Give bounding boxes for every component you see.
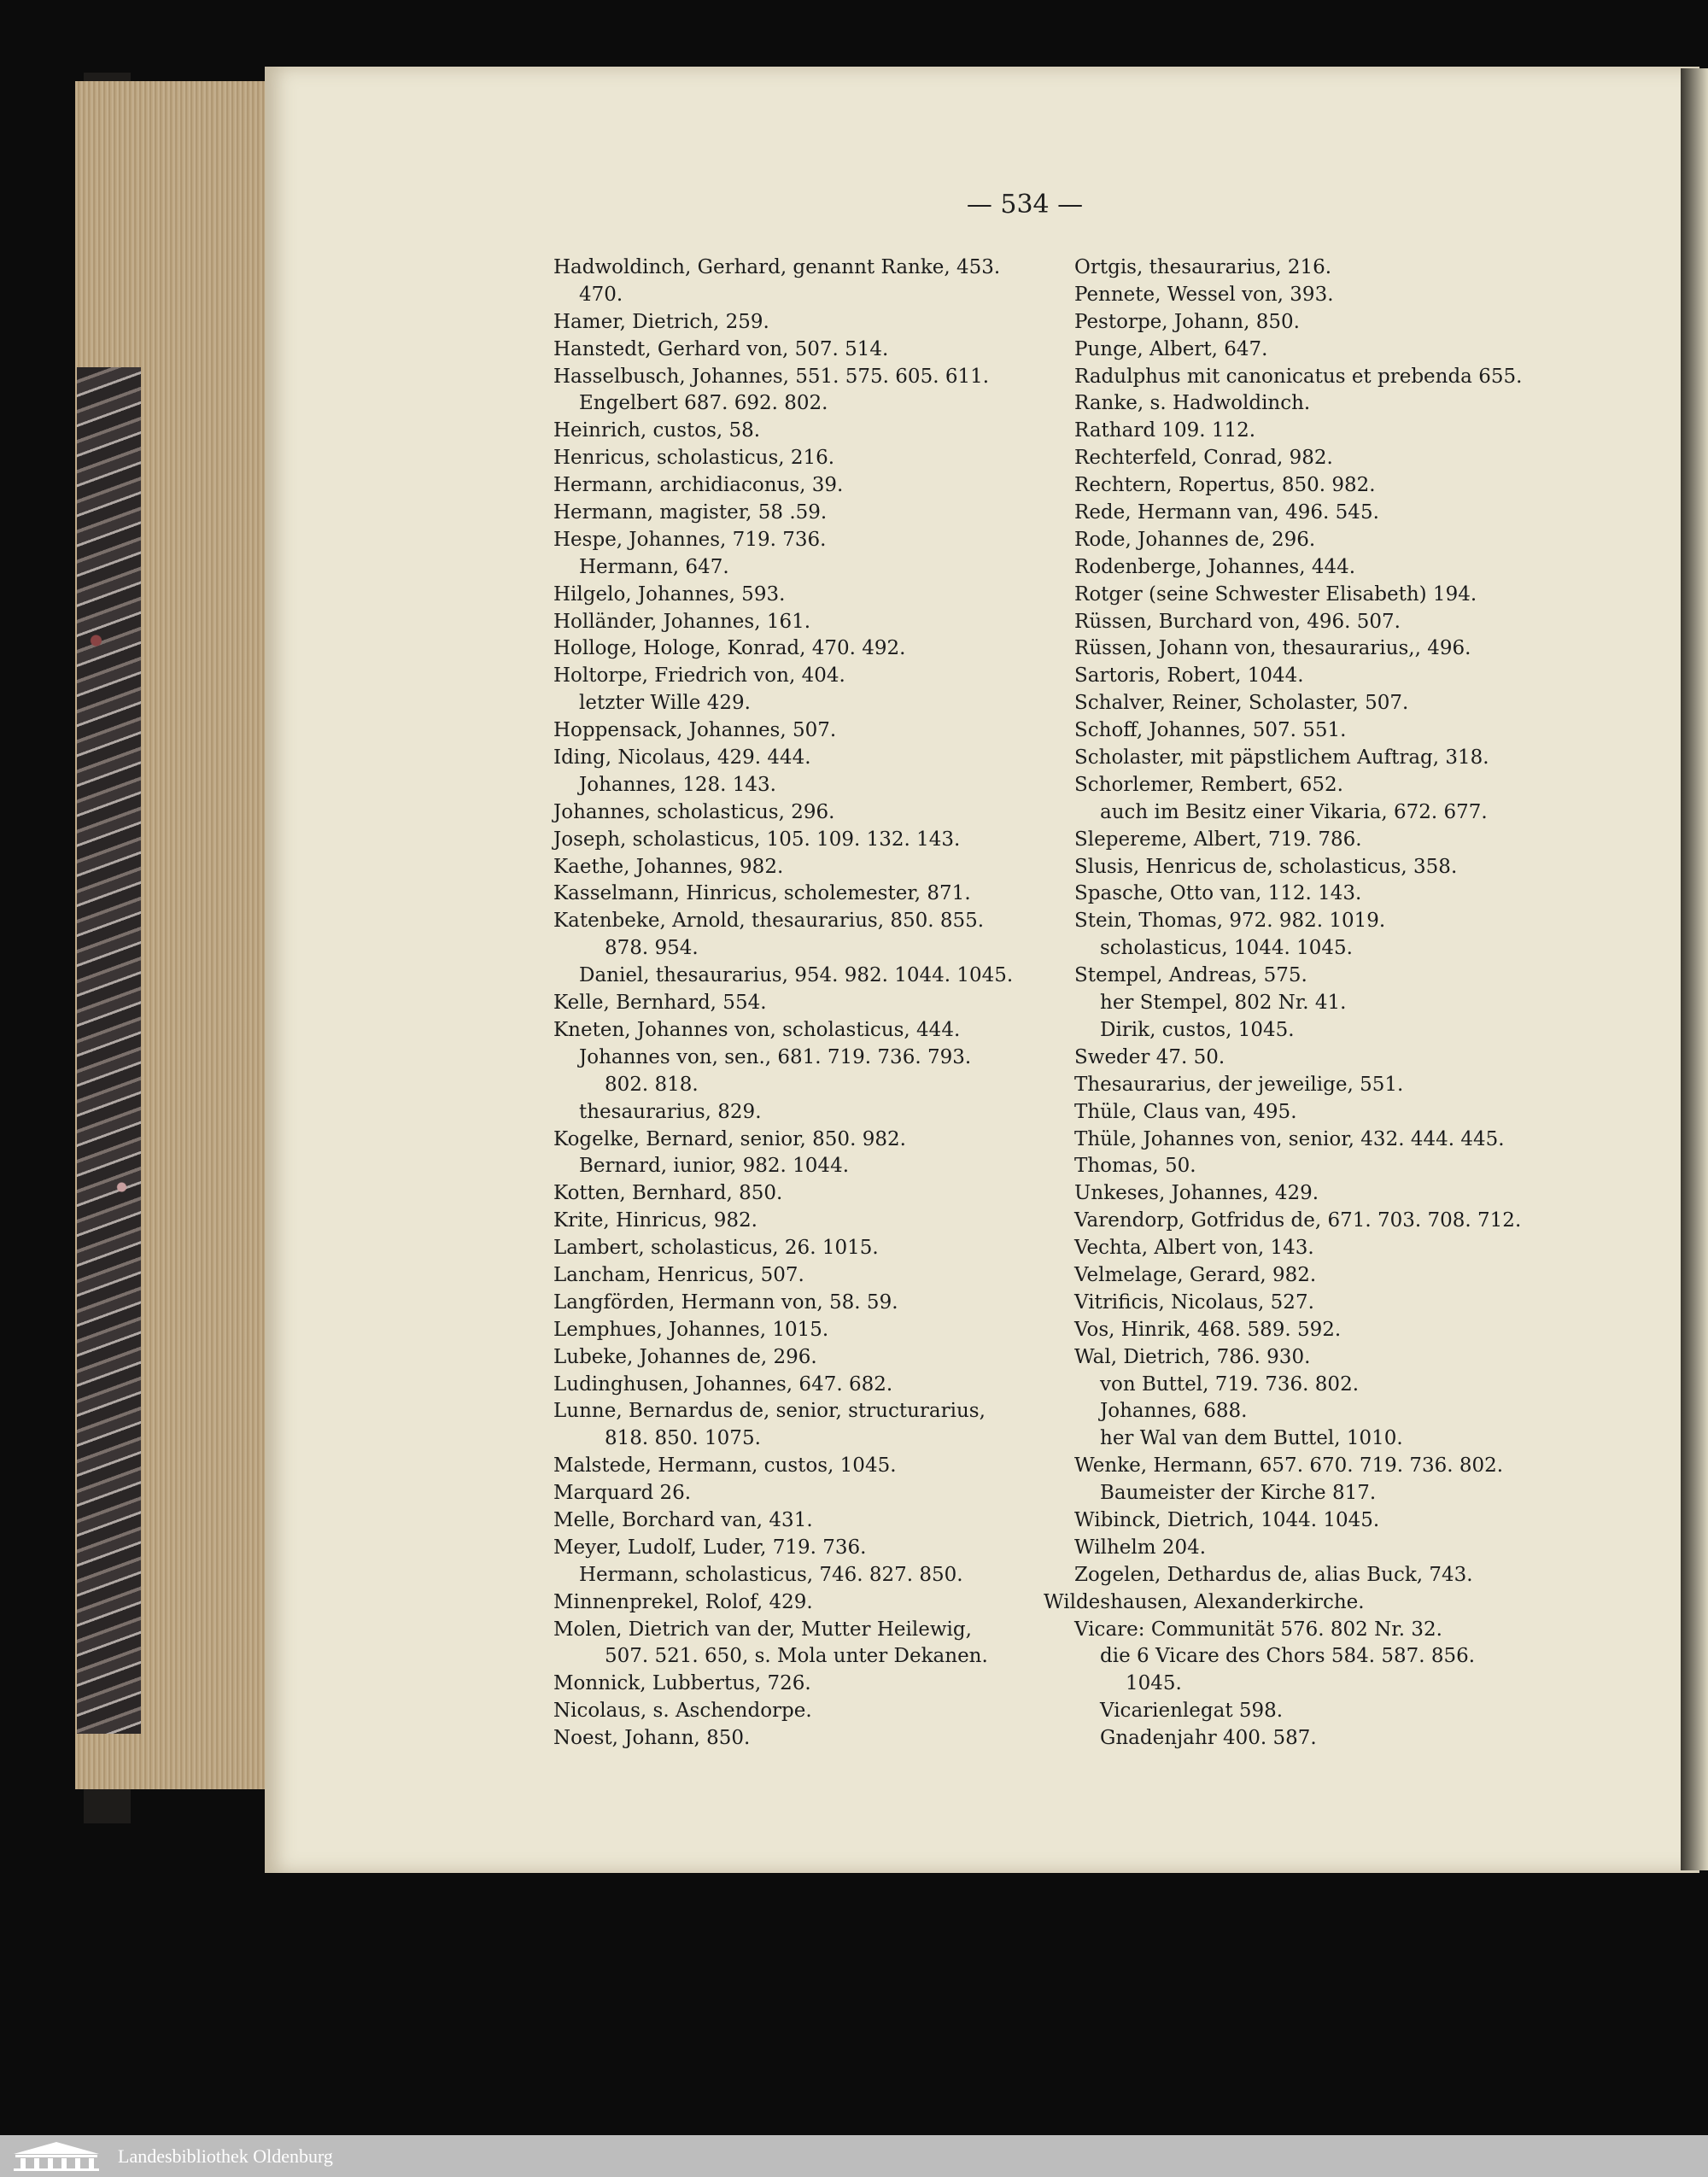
index-entry: Johannes, 688. [1100,1400,1248,1423]
index-column-left [553,255,1015,1753]
index-entry: Vechta, Albert von, 143. [1074,1237,1314,1260]
index-entry: 878. 954. [605,937,699,960]
index-entry: Thesaurarius, der jeweilige, 551. [1074,1073,1404,1096]
index-entry: Hilgelo, Johannes, 593. [553,582,786,606]
index-entry: Varendorp, Gotfridus de, 671. 703. 708. 712. [1074,1209,1522,1232]
index-entry: Minnenprekel, Rolof, 429. [553,1590,813,1613]
index-entry: Lancham, Henricus, 507. [553,1263,804,1286]
index-entry: Baumeister der Kirche 817. [1100,1482,1377,1505]
index-entry: Lambert, scholasticus, 26. 1015. [553,1237,879,1260]
index-column-right [1044,255,1535,1753]
index-entry: Wenke, Hermann, 657. 670. 719. 736. 802. [1074,1454,1504,1478]
footer-bar [0,2135,1708,2177]
index-entry: Wildeshausen, Alexanderkirche. [1044,1590,1365,1613]
index-entry: Johannes, 128. 143. [579,773,776,796]
index-entry: Slepereme, Albert, 719. 786. [1074,828,1362,851]
index-entry: Rotger (seine Schwester Elisabeth) 194. [1074,582,1477,606]
index-entry: Melle, Borchard van, 431. [553,1508,813,1531]
index-entry: Hespe, Johannes, 719. 736. [553,528,827,551]
index-entry: Ortgis, thesaurarius, 216. [1074,256,1332,278]
index-entry: Hadwoldinch, Gerhard, genannt Ranke, 453. [553,256,1001,278]
index-entry: Holländer, Johannes, 161. [553,610,811,633]
index-entry: Kogelke, Bernard, senior, 850. 982. [553,1127,906,1150]
index-entry: Hasselbusch, Johannes, 551. 575. 605. 611. [553,365,990,388]
index-entry: Vitrificis, Nicolaus, 527. [1074,1290,1314,1314]
index-entry: Sweder 47. 50. [1074,1045,1225,1068]
index-entry: Wilhelm 204. [1074,1536,1207,1559]
index-entry: Rode, Johannes de, 296. [1074,528,1316,551]
index-entry: Kneten, Johannes von, scholasticus, 444. [553,1018,961,1041]
index-entry: die 6 Vicare des Chors 584. 587. 856. [1100,1645,1476,1668]
index-entry: Thüle, Johannes von, senior, 432. 444. 445. [1074,1127,1505,1150]
index-entry: Rüssen, Burchard von, 496. 507. [1074,610,1401,633]
index-entry: Wal, Dietrich, 786. 930. [1074,1345,1311,1368]
facing-page-edge [1681,68,1708,1870]
index-entry: Unkeses, Johannes, 429. [1074,1182,1319,1205]
index-entry: Sartoris, Robert, 1044. [1074,664,1304,688]
index-entry: Hamer, Dietrich, 259. [553,310,769,333]
index-entry: Schalver, Reiner, Scholaster, 507. [1074,692,1409,715]
index-entry: Zogelen, Dethardus de, alias Buck, 743. [1074,1563,1473,1586]
index-entry: Kotten, Bernhard, 850. [553,1182,783,1205]
index-entry: Hermann, 647. [579,555,729,578]
index-entry: Wibinck, Dietrich, 1044. 1045. [1074,1508,1380,1531]
index-entry: Ludinghusen, Johannes, 647. 682. [553,1372,893,1396]
marbled-endpaper [77,367,141,1734]
index-entry: thesaurarius, 829. [579,1100,762,1123]
index-entry: Stein, Thomas, 972. 982. 1019. [1074,910,1386,933]
index-entry: Stempel, Andreas, 575. [1074,964,1307,987]
index-entry: scholasticus, 1044. 1045. [1100,937,1353,960]
index-entry: 818. 850. 1075. [605,1427,761,1450]
index-entry: Vicare: Communität 576. 802 Nr. 32. [1074,1618,1442,1641]
index-entry: Daniel, thesaurarius, 954. 982. 1044. 1045. [579,964,1014,987]
index-entry: 470. [579,283,623,306]
index-entry: 1045. [1126,1672,1182,1695]
index-entry: Bernard, iunior, 982. 1044. [579,1155,850,1178]
index-entry: Pennete, Wessel von, 393. [1074,283,1334,306]
index-entry: Kasselmann, Hinricus, scholemester, 871. [553,882,971,905]
index-entry: Krite, Hinricus, 982. [553,1209,757,1232]
index-entry: her Stempel, 802 Nr. 41. [1100,992,1347,1015]
index-entry: Hermann, archidiaconus, 39. [553,474,844,497]
index-entry: Katenbeke, Arnold, thesaurarius, 850. 855. [553,910,985,933]
index-entry: Noest, Johann, 850. [553,1727,751,1750]
index-entry: Holtorpe, Friedrich von, 404. [553,664,845,688]
index-entry: Johannes, scholasticus, 296. [553,800,835,823]
index-entry: 802. 818. [605,1073,699,1096]
index-entry: Marquard 26. [553,1482,692,1505]
index-entry: Rechterfeld, Conrad, 982. [1074,447,1333,470]
index-entry: Velmelage, Gerard, 982. [1074,1263,1317,1286]
index-entry: Johannes von, sen., 681. 719. 736. 793. [579,1045,972,1068]
index-entry: Heinrich, custos, 58. [553,419,761,442]
index-entry: Kaethe, Johannes, 982. [553,855,784,878]
index-entry: Rüssen, Johann von, thesaurarius,, 496. [1074,637,1471,660]
index-entry: Hermann, scholasticus, 746. 827. 850. [579,1563,963,1586]
page-number: — 534 — [966,190,1084,219]
index-entry: Scholaster, mit päpstlichem Auftrag, 318. [1074,746,1489,770]
index-entry: Kelle, Bernhard, 554. [553,992,767,1015]
index-entry: Malstede, Hermann, custos, 1045. [553,1454,897,1478]
index-entry: von Buttel, 719. 736. 802. [1100,1372,1360,1396]
index-entry: Meyer, Ludolf, Luder, 719. 736. [553,1536,867,1559]
index-entry: Schoff, Johannes, 507. 551. [1074,719,1347,742]
index-entry: Monnick, Lubbertus, 726. [553,1672,811,1695]
index-entry: letzter Wille 429. [579,692,751,715]
index-entry: Schorlemer, Rembert, 652. [1074,773,1343,796]
index-entry: Lubeke, Johannes de, 296. [553,1345,817,1368]
index-entry: Henricus, scholasticus, 216. [553,447,835,470]
library-building-icon [9,2140,104,2173]
index-entry: Lemphues, Johannes, 1015. [553,1318,829,1341]
index-entry: Holloge, Hologe, Konrad, 470. 492. [553,637,906,660]
index-entry: Rathard 109. 112. [1074,419,1256,442]
index-entry: Joseph, scholasticus, 105. 109. 132. 143. [553,828,961,851]
index-entry: Vicarienlegat 598. [1100,1700,1284,1723]
index-entry: Ranke, s. Hadwoldinch. [1074,392,1311,415]
index-entry: Langförden, Hermann von, 58. 59. [553,1290,898,1314]
index-entry: 507. 521. 650, s. Mola unter Dekanen. [605,1645,988,1668]
index-entry: Punge, Albert, 647. [1074,337,1268,360]
index-entry: Radulphus mit canonicatus et prebenda 655. [1074,365,1523,388]
index-entry: Slusis, Henricus de, scholasticus, 358. [1074,855,1458,878]
index-entry: auch im Besitz einer Vikaria, 672. 677. [1100,800,1488,823]
index-entry: Vos, Hinrik, 468. 589. 592. [1074,1318,1342,1341]
index-entry: her Wal van dem Buttel, 1010. [1100,1427,1403,1450]
index-entry: Hermann, magister, 58 .59. [553,501,828,524]
index-entry: Dirik, custos, 1045. [1100,1018,1295,1041]
index-entry: Engelbert 687. 692. 802. [579,392,828,415]
index-entry: Iding, Nicolaus, 429. 444. [553,746,811,770]
index-entry: Rechtern, Ropertus, 850. 982. [1074,474,1376,497]
index-entry: Hoppensack, Johannes, 507. [553,719,837,742]
index-entry: Molen, Dietrich van der, Mutter Heilewig, [553,1618,972,1641]
index-entry: Rede, Hermann van, 496. 545. [1074,501,1379,524]
index-entry: Rodenberge, Johannes, 444. [1074,555,1356,578]
index-entry: Thomas, 50. [1074,1155,1196,1178]
index-entry: Thüle, Claus van, 495. [1074,1100,1297,1123]
index-entry: Gnadenjahr 400. 587. [1100,1727,1317,1750]
index-entry: Pestorpe, Johann, 850. [1074,310,1300,333]
index-entry: Nicolaus, s. Aschendorpe. [553,1700,812,1723]
index-entry: Spasche, Otto van, 112. 143. [1074,882,1362,905]
index-entry: Lunne, Bernardus de, senior, structurarius, [553,1400,986,1423]
footer-label: Landesbibliothek Oldenburg [118,2145,333,2167]
index-entry: Hanstedt, Gerhard von, 507. 514. [553,337,889,360]
